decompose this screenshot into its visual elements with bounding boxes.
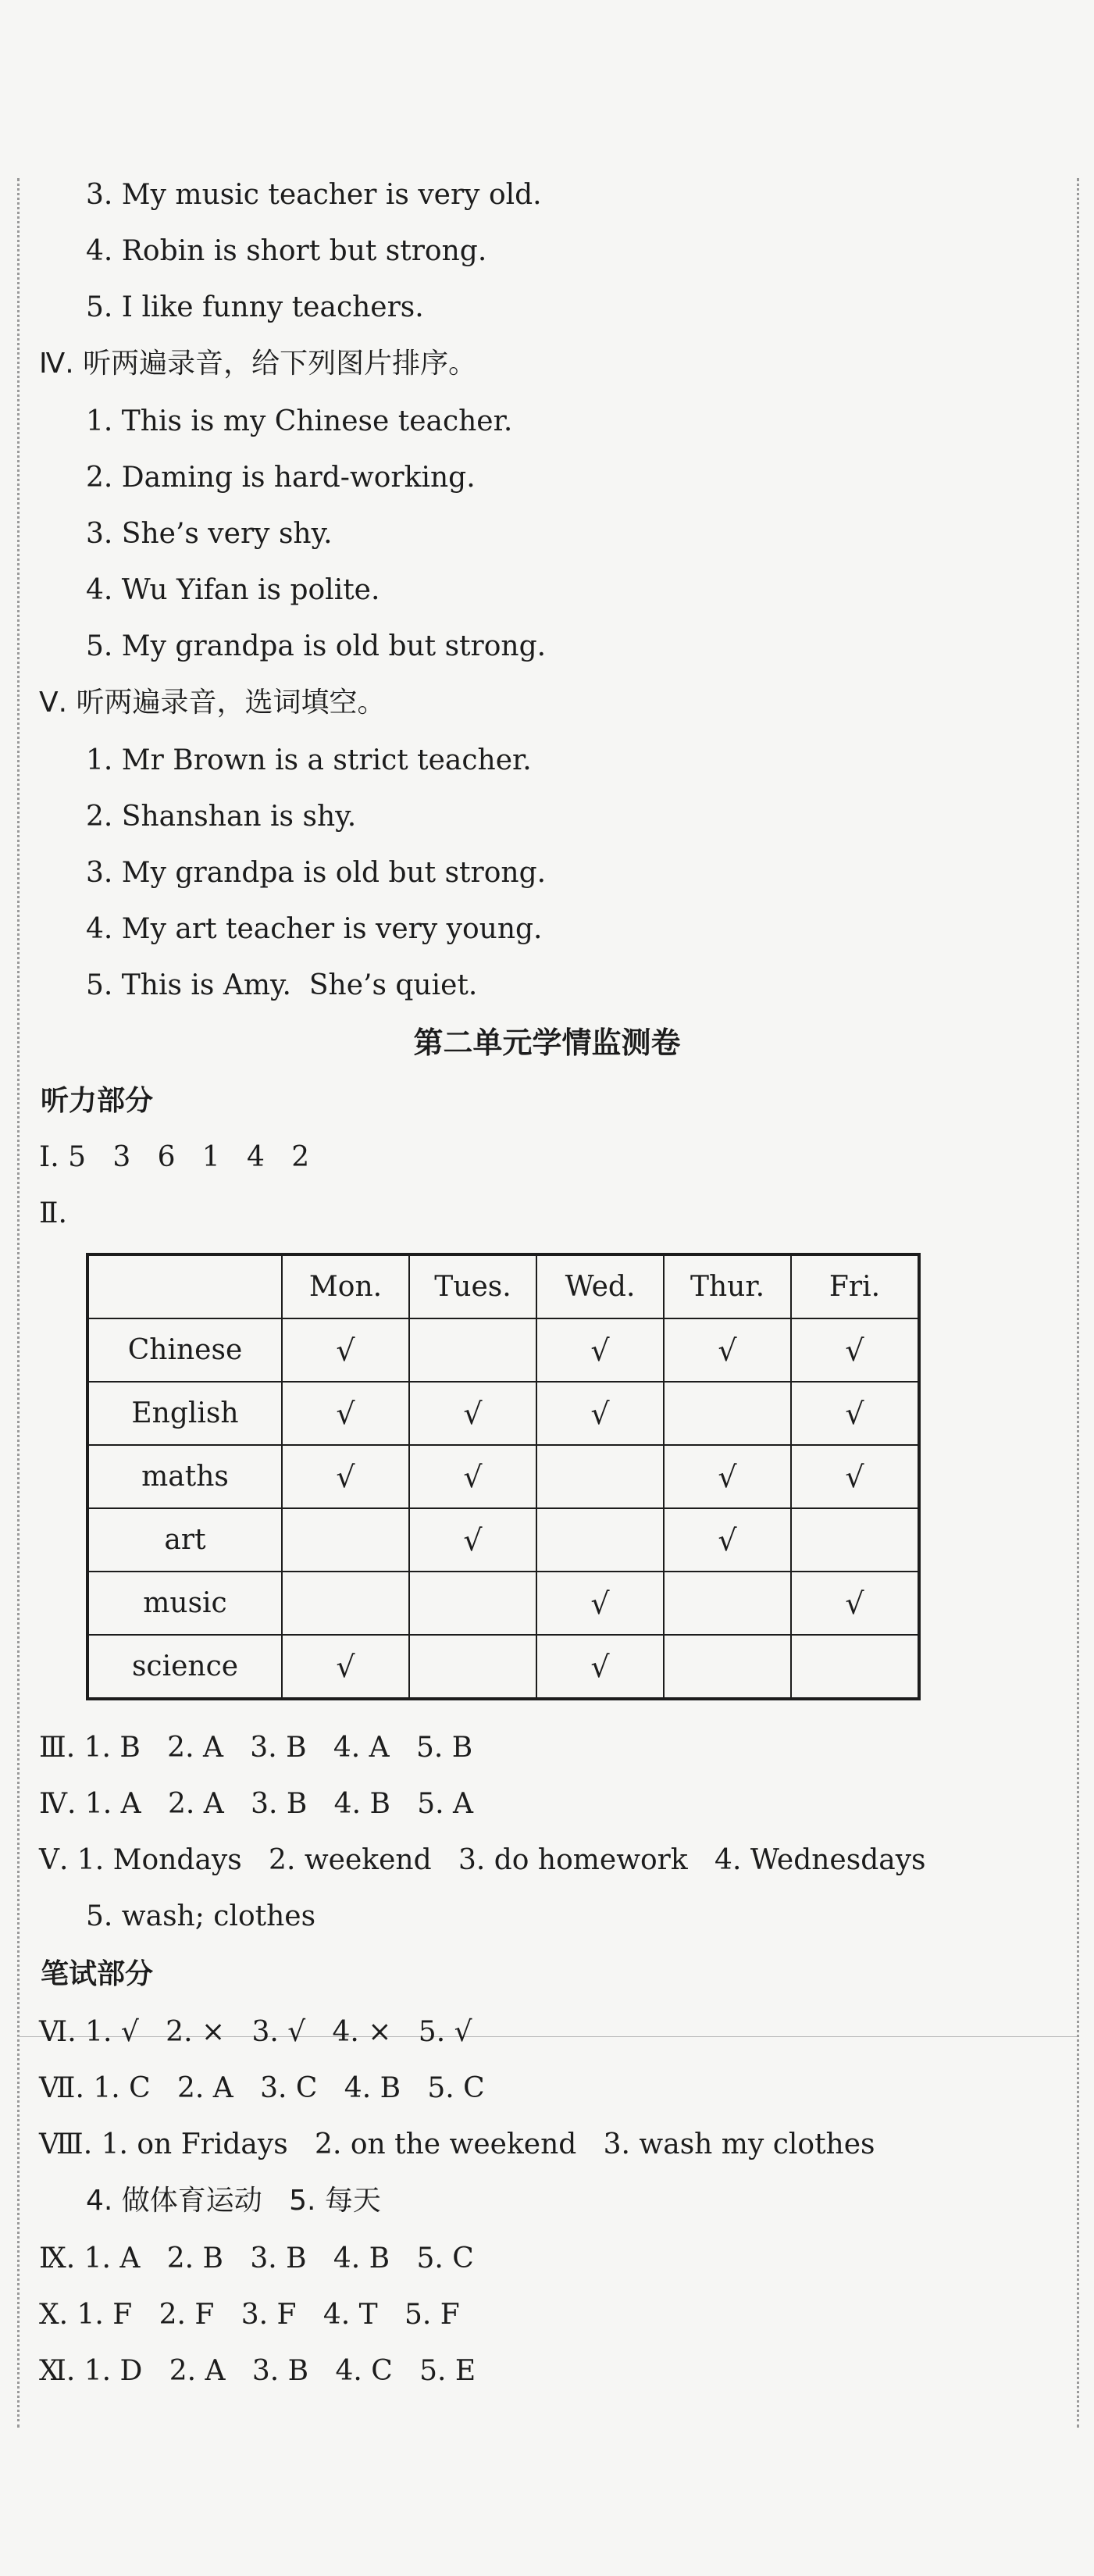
check-cell: √ xyxy=(282,1635,409,1699)
check-cell xyxy=(791,1508,919,1572)
table-row xyxy=(87,1318,919,1382)
written-q6: Ⅵ. 1. √ 2. × 3. √ 4. × 5. √ xyxy=(39,2016,472,2048)
check-cell xyxy=(282,1508,409,1572)
check-cell: √ xyxy=(282,1318,409,1382)
written-q7: Ⅶ. 1. C 2. A 3. C 4. B 5. C xyxy=(39,2072,485,2104)
table-row xyxy=(87,1382,919,1445)
p3-item-4: 4. Robin is short but strong. xyxy=(86,235,487,267)
header-cell: Tues. xyxy=(409,1254,536,1318)
p3-item-5: 5. I like funny teachers. xyxy=(86,291,424,323)
check-cell: √ xyxy=(536,1635,664,1699)
listening-heading: 听力部分 xyxy=(41,1085,154,1117)
written-heading: 笔试部分 xyxy=(41,1958,154,1990)
p3-item-3: 3. My music teacher is very old. xyxy=(86,179,542,211)
check-cell: √ xyxy=(409,1445,536,1508)
check-cell: √ xyxy=(282,1382,409,1445)
header-cell: Mon. xyxy=(282,1254,409,1318)
check-cell xyxy=(409,1572,536,1635)
p4-item-5: 5. My grandpa is old but strong. xyxy=(86,630,547,662)
check-cell: √ xyxy=(409,1508,536,1572)
header-cell: Wed. xyxy=(536,1254,664,1318)
listening-q4: Ⅳ. 1. A 2. A 3. B 4. B 5. A xyxy=(39,1788,474,1820)
p4-heading: Ⅳ. 听两遍录音，给下列图片排序。 xyxy=(39,348,477,380)
table-row xyxy=(87,1445,919,1508)
check-cell xyxy=(664,1572,791,1635)
table-row xyxy=(87,1635,919,1699)
subject-cell: science xyxy=(87,1635,282,1699)
check-cell: √ xyxy=(664,1508,791,1572)
listening-q5: Ⅴ. 1. Mondays 2. weekend 3. do homework 4. Wednesdays xyxy=(39,1844,926,1876)
left-dotted-border xyxy=(17,178,20,2428)
unit-title: 第二单元学情监测卷 xyxy=(413,1026,681,1060)
check-cell: √ xyxy=(791,1382,919,1445)
right-dotted-border xyxy=(1077,178,1079,2428)
header-cell: Fri. xyxy=(791,1254,919,1318)
check-cell: √ xyxy=(409,1382,536,1445)
table-row xyxy=(87,1508,919,1572)
check-cell xyxy=(664,1635,791,1699)
p5-item-3: 3. My grandpa is old but strong. xyxy=(86,857,547,889)
timetable-header-row xyxy=(87,1254,919,1318)
listening-q1: Ⅰ. 5 3 6 1 4 2 xyxy=(39,1141,310,1173)
written-q10: Ⅹ. 1. F 2. F 3. F 4. T 5. F xyxy=(39,2299,460,2331)
check-cell: √ xyxy=(536,1572,664,1635)
p4-item-4: 4. Wu Yifan is polite. xyxy=(86,574,380,606)
written-q9: Ⅸ. 1. A 2. B 3. B 4. B 5. C xyxy=(39,2242,474,2275)
check-cell: √ xyxy=(664,1318,791,1382)
p5-heading: Ⅴ. 听两遍录音，选词填空。 xyxy=(39,687,386,719)
written-q11: Ⅺ. 1. D 2. A 3. B 4. C 5. E xyxy=(39,2355,476,2387)
check-cell: √ xyxy=(664,1445,791,1508)
p5-item-5: 5. This is Amy. She’s quiet. xyxy=(86,969,478,1001)
check-cell: √ xyxy=(536,1382,664,1445)
check-cell xyxy=(409,1318,536,1382)
p4-item-1: 1. This is my Chinese teacher. xyxy=(86,405,513,437)
check-cell xyxy=(791,1635,919,1699)
p4-item-3: 3. She’s very shy. xyxy=(86,518,333,550)
p5-item-2: 2. Shanshan is shy. xyxy=(86,801,357,833)
p5-item-1: 1. Mr Brown is a strict teacher. xyxy=(86,744,532,776)
subject-cell: art xyxy=(87,1508,282,1572)
subject-cell: Chinese xyxy=(87,1318,282,1382)
check-cell xyxy=(282,1572,409,1635)
timetable xyxy=(86,1253,921,1700)
check-cell: √ xyxy=(536,1318,664,1382)
listening-q5-cont: 5. wash; clothes xyxy=(86,1900,316,1932)
check-cell xyxy=(536,1445,664,1508)
header-cell xyxy=(87,1254,282,1318)
written-q8: Ⅷ. 1. on Fridays 2. on the weekend 3. wash my clothes xyxy=(39,2128,875,2160)
table-row xyxy=(87,1572,919,1635)
subject-cell: maths xyxy=(87,1445,282,1508)
subject-cell: music xyxy=(87,1572,282,1635)
check-cell xyxy=(536,1508,664,1572)
subject-cell: English xyxy=(87,1382,282,1445)
listening-q2: Ⅱ. xyxy=(39,1197,67,1229)
listening-q3: Ⅲ. 1. B 2. A 3. B 4. A 5. B xyxy=(39,1732,473,1764)
check-cell: √ xyxy=(282,1445,409,1508)
check-cell xyxy=(409,1635,536,1699)
check-cell: √ xyxy=(791,1318,919,1382)
check-cell: √ xyxy=(791,1572,919,1635)
header-cell: Thur. xyxy=(664,1254,791,1318)
check-cell: √ xyxy=(791,1445,919,1508)
check-cell xyxy=(664,1382,791,1445)
written-q8-cont: 4. 做体育运动 5. 每天 xyxy=(86,2185,381,2217)
p5-item-4: 4. My art teacher is very young. xyxy=(86,913,543,945)
p4-item-2: 2. Daming is hard-working. xyxy=(86,462,476,494)
